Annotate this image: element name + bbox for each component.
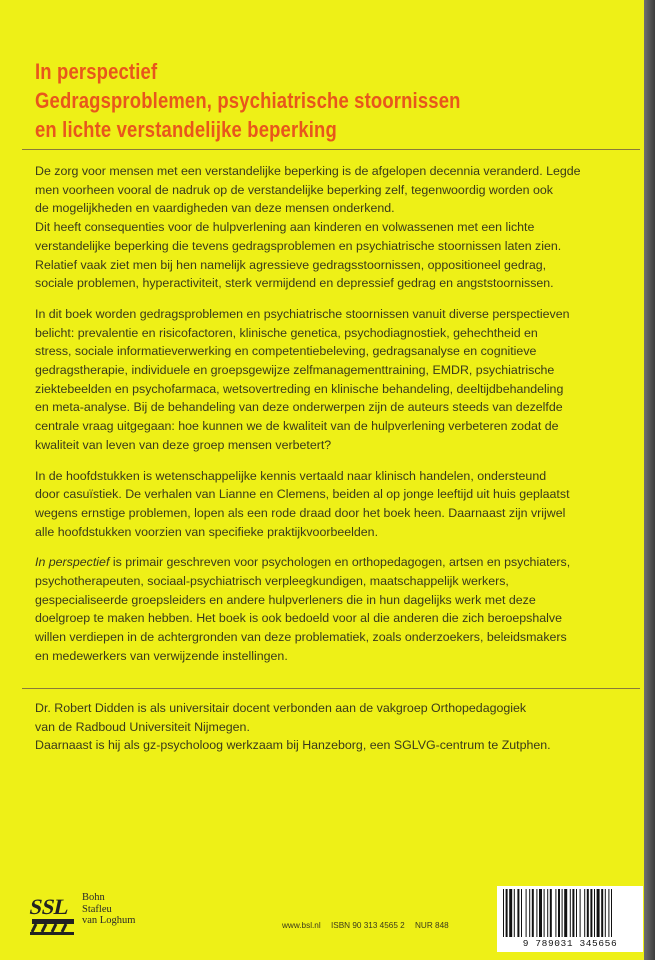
barcode-bar [594, 889, 595, 937]
text-line: door casuïstiek. De verhalen van Lianne en Clemens, beiden al op jonge leeftijd uit huis geplaatst [35, 487, 570, 502]
barcode-bar [555, 889, 556, 937]
text-line: men voorheen vooral de nadruk op de verstandelijke beperking zelf, tegenwoordig worden ook [35, 182, 553, 197]
barcode-bar [506, 889, 508, 937]
text-line: sociale problemen, hyperactiviteit, sterk vermijdend en depressief gedrag en angststoornissen. [35, 276, 554, 291]
barcode-bar [584, 889, 585, 937]
publisher-name-line: van Loghum [82, 915, 136, 926]
paragraph-3 [35, 467, 620, 542]
barcode-bar [590, 889, 592, 937]
paragraph-4 [35, 553, 620, 665]
divider-top [22, 149, 640, 150]
text-line: gedragstherapie, individuele en groepsgewijze zelfmanagementtraining, EMDR, psychiatrische [35, 363, 555, 378]
text-line: Dit heeft consequenties voor de hulpverlening aan kinderen en volwassenen met een lichte [35, 220, 535, 235]
text-line: gespecialiseerde groepsleiders en andere hulpverleners die in hun dagelijks werk met deze [35, 592, 536, 607]
text-line: Dr. Robert Didden is als universitair docent verbonden aan de vakgroep Orthopedagogiek [35, 701, 527, 715]
barcode-bar [532, 889, 534, 937]
text-line: van de Radboud Universiteit Nijmegen. [35, 719, 250, 734]
text-line: belicht: prevalentie en risicofactoren, klinische genetica, psychodiagnostiek, gehechtheid en [35, 325, 538, 340]
barcode-bar [597, 889, 600, 937]
blurb [35, 162, 620, 678]
title-line-3: en lichte verstandelijke beperking [35, 117, 337, 142]
publisher-url: www.bsl.nl [282, 921, 321, 930]
text-line: de mogelijkheden en vaardigheden van deze mensen onderkend. [35, 201, 395, 216]
text-line: doelgroep te maken hebben. Het boek is ook bedoeld voor al die anderen die zich beroepshalve [35, 611, 562, 626]
text-line: en meta-analyse. Bij de behandeling van deze onderwerpen zijn de auteurs steeds van dezelfde [35, 400, 563, 415]
barcode-bar [572, 889, 574, 937]
text-line: en medewerkers van verwijzende instellingen. [35, 648, 288, 663]
text-line: Daarnaast is hij als gz-psycholoog werkzaam bij Hanzeborg, een SGLVG-centrum te Zutphen. [35, 738, 551, 753]
paragraph-2 [35, 305, 620, 455]
barcode-bar [514, 889, 515, 937]
text-line: alle hoofdstukken voorzien van specifieke praktijkvoorbeelden. [35, 524, 379, 539]
publisher-name-line: Bohn [82, 892, 105, 903]
text-line: willen verdiepen in de achtergronden van deze problematiek, zoals onderzoekers, beleidsmakers [35, 630, 567, 645]
barcode-number: 9 789031 345656 [522, 938, 618, 949]
text-line: wegens ernstige problemen, lopen als een rode draad door het boek heen. Daarnaast zijn vrijwel [35, 505, 566, 520]
text-line: Relatief vaak ziet men bij hen namelijk agressieve gedragsstoornissen, oppositioneel gedrag, [35, 257, 547, 272]
barcode-bar [605, 889, 606, 937]
title-line-2: Gedragsproblemen, psychiatrische stoornissen [35, 88, 461, 113]
barcode-bar [509, 889, 512, 937]
barcode-bar [562, 889, 563, 937]
title-series: In perspectief [35, 59, 158, 84]
series-name-italic: In perspectief [35, 555, 110, 570]
text-line: psychotherapeuten, sociaal-psychiatrisch verpleegkundigen, maatschappelijk werkers, [35, 574, 509, 589]
publisher-logo-icon [28, 888, 78, 945]
text-line [35, 553, 620, 572]
imprint-line [282, 921, 457, 930]
text-line: verstandelijke beperking die tevens gedragsproblemen en psychiatrische stoornissen laten zien. [35, 238, 562, 253]
barcode-bar [529, 889, 530, 937]
barcode-bar [564, 889, 567, 937]
text-line: centrale vraag uitgegaan: hoe kunnen we de kwaliteit van de hulpverlening verbeteren zodat de [35, 419, 559, 434]
nur-code: NUR 848 [415, 921, 449, 930]
barcode-bar [536, 889, 537, 937]
text-line: kwaliteit van leven van deze groep mensen verbetert? [35, 437, 332, 452]
barcode-bar [580, 889, 581, 937]
text-line: stress, sociale informatieverwerking en competentiebeleving, gedragsanalyse en cognitieve [35, 344, 537, 359]
barcode-bar [611, 889, 612, 937]
divider-author [22, 688, 640, 689]
barcode [497, 886, 643, 952]
publisher-name [82, 892, 135, 927]
barcode-bar [587, 889, 589, 937]
barcode-bar [558, 889, 560, 937]
logo-lettering: SSL [28, 894, 72, 919]
barcode-bar [544, 889, 545, 937]
barcode-bar [517, 889, 519, 937]
book-spine-edge [644, 0, 655, 960]
barcode-bar [576, 889, 577, 937]
paragraph-1 [35, 162, 620, 293]
barcode-bar [539, 889, 542, 937]
barcode-bar [526, 889, 527, 937]
barcode-bar [608, 889, 609, 937]
barcode-bar [521, 889, 522, 937]
text-line: De zorg voor mensen met een verstandelijke beperking is de afgelopen decennia veranderd. Legde [35, 164, 581, 178]
isbn: ISBN 90 313 4565 2 [330, 921, 405, 930]
barcode-bar [503, 889, 504, 937]
text-line: In dit boek worden gedragsproblemen en psychiatrische stoornissen vanuit diverse perspectieven [35, 306, 570, 321]
barcode-bar [570, 889, 571, 937]
barcode-bar [550, 889, 552, 937]
text-line: ziektebeelden en psychofarmaca, wetsovertreding en klinische behandeling, deeltijdbehandeling [35, 381, 564, 396]
barcode-bar [547, 889, 548, 937]
publisher-name-line: Stafleu [82, 903, 112, 915]
author-bio [35, 699, 551, 755]
book-title [35, 57, 461, 144]
barcode-bars [501, 889, 639, 939]
text-fragment: is primair geschreven voor psychologen en orthopedagogen, artsen en psychiaters, [109, 555, 571, 570]
barcode-bar [601, 889, 603, 937]
text-line: In de hoofdstukken is wetenschappelijke kennis vertaald naar klinisch handelen, ondersteund [35, 468, 547, 483]
